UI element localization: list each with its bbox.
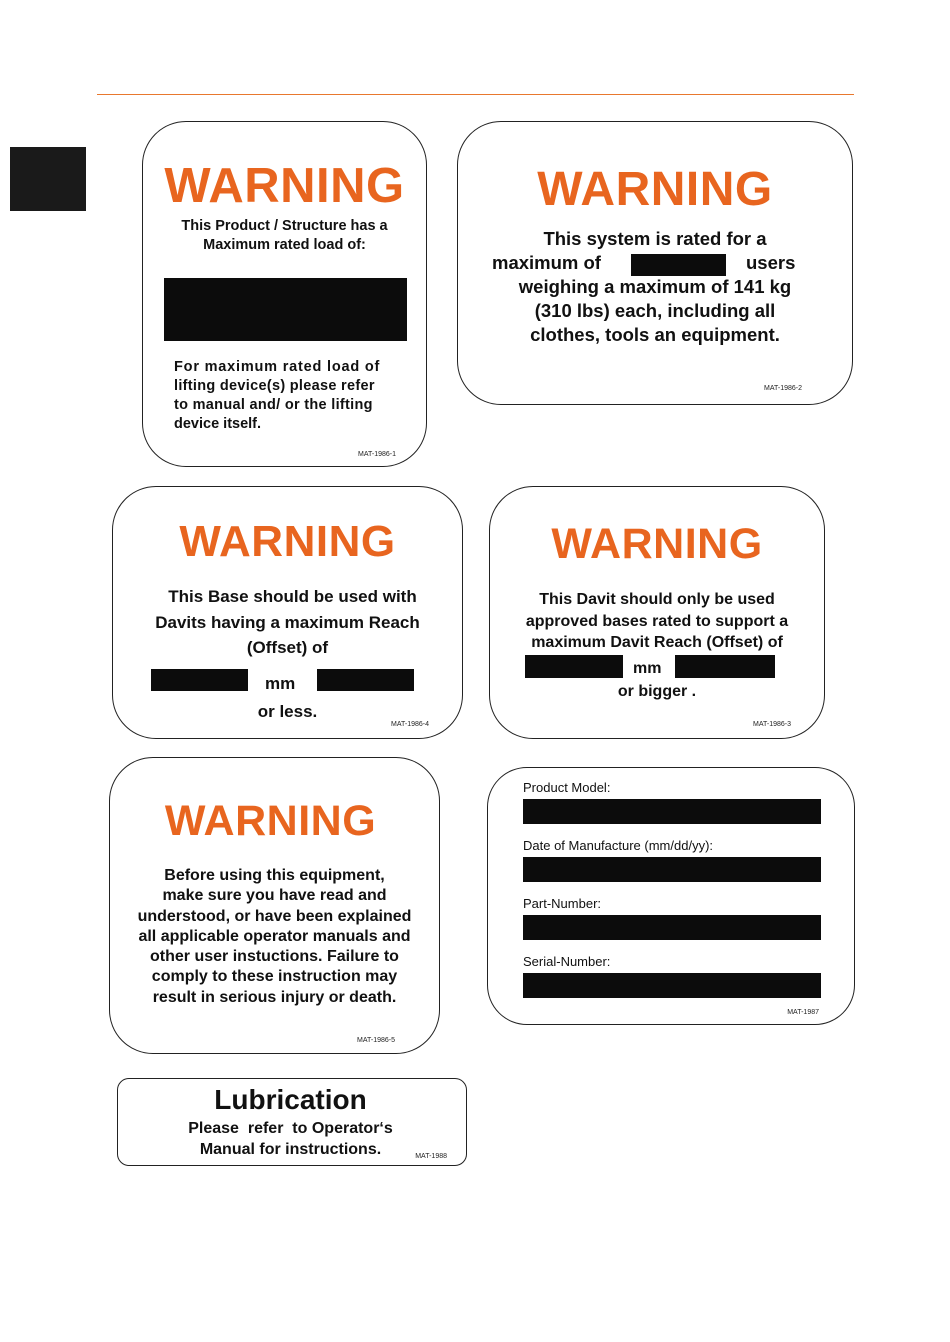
field-label-date: Date of Manufacture (mm/dd/yy): bbox=[523, 838, 714, 853]
field-label-part-number: Part-Number: bbox=[523, 896, 602, 911]
unit-label: mm bbox=[265, 674, 296, 693]
redaction-block bbox=[164, 278, 407, 341]
label-davit-bases bbox=[489, 486, 825, 739]
label-product-info bbox=[487, 767, 855, 1025]
section-tab bbox=[10, 147, 86, 211]
redaction-block bbox=[525, 655, 623, 678]
redaction-block bbox=[317, 669, 414, 691]
redaction-block bbox=[523, 799, 821, 824]
label-text: This Base should be used with Davits having a maximum Reach (Offset) of bbox=[155, 587, 420, 657]
field-label-serial-number: Serial-Number: bbox=[523, 954, 611, 969]
part-code: MAT-1986-4 bbox=[391, 721, 429, 728]
label-base-reach bbox=[112, 486, 463, 739]
label-lubrication bbox=[117, 1078, 467, 1166]
redaction-block bbox=[151, 669, 248, 691]
redaction-block bbox=[523, 857, 821, 882]
part-code: MAT-1986-1 bbox=[358, 451, 396, 458]
part-code: MAT-1986-3 bbox=[753, 721, 791, 728]
label-text: This Davit should only be used approved bases rated to support a maximum Davit Reach (Offset) of bbox=[525, 591, 789, 651]
lubrication-heading: Lubrication bbox=[214, 1084, 367, 1115]
label-text: This Product / Structure has a Maximum rated load of: bbox=[181, 218, 388, 253]
label-text: Before using this equipment, make sure you have read and understood, or have been explained all applicable operator manuals and other user instuctions. Failure to comply to these instruction may result in serious injury or death. bbox=[137, 867, 412, 1006]
label-text: Please refer to Operator‘s Manual for instructions. bbox=[188, 1120, 393, 1158]
redaction-block bbox=[631, 254, 726, 276]
label-note: For maximum rated load of lifting device(s) please refer to manual and/ or the lifting device itself. bbox=[174, 359, 381, 432]
warning-heading: WARNING bbox=[164, 797, 377, 845]
header-rule bbox=[97, 94, 854, 95]
label-text-end: or less. bbox=[257, 702, 318, 721]
label-text: This system is rated for a maximum of users weighing a maximum of 141 kg (310 lbs) each, including all clothes, tools an equipment. bbox=[492, 228, 796, 345]
warning-heading: WARNING bbox=[164, 159, 405, 213]
part-code: MAT-1987 bbox=[787, 1009, 819, 1016]
warning-heading: WARNING bbox=[179, 517, 396, 566]
part-code: MAT-1986-2 bbox=[764, 385, 802, 392]
redaction-block bbox=[523, 915, 821, 940]
field-label-product-model: Product Model: bbox=[523, 780, 611, 795]
part-code: MAT-1988 bbox=[415, 1153, 447, 1160]
unit-label: mm bbox=[633, 660, 662, 677]
redaction-block bbox=[523, 973, 821, 998]
redaction-block bbox=[675, 655, 775, 678]
part-code: MAT-1986-5 bbox=[357, 1037, 395, 1044]
warning-heading: WARNING bbox=[537, 163, 773, 216]
label-max-users bbox=[457, 121, 853, 405]
warning-heading: WARNING bbox=[551, 520, 763, 568]
label-read-manuals bbox=[109, 757, 440, 1054]
label-max-rated-load bbox=[142, 121, 427, 467]
label-text-end: or bigger . bbox=[617, 683, 697, 700]
